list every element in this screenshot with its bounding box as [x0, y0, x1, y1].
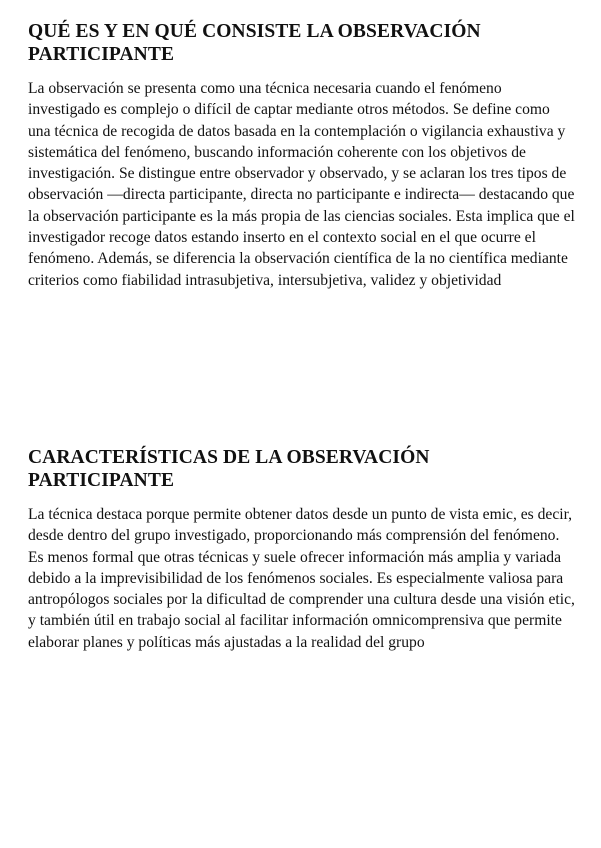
section-title: CARACTERÍSTICAS DE LA OBSERVACIÓN PARTICIPANTE	[28, 447, 430, 491]
section-characteristics	[28, 446, 576, 653]
section-paragraph: La observación se presenta como una técnica necesaria cuando el fenómeno investigado es complejo o difícil de captar mediante otros métodos. Se define como una técnica de recogida de datos basada en la contemplación o vigilancia exhaustiva y sistemática del fenómeno, buscando información coherente con los objetivos de investigación. Se distingue entre observador y observado, y se aclaran los tres tipos de observación —directa participante, directa no participante e indirecta— destacando que la observación participante es la más propia de las ciencias sociales. Esta implica que el investigador recoge datos estando inserto en el contexto social en el que ocurre el fenómeno. Además, se diferencia la observación científica de la no científica mediante criterios como fiabilidad intrasubjetiva, intersubjetiva, validez y objetividad	[28, 80, 575, 289]
section-paragraph: La técnica destaca porque permite obtener datos desde un punto de vista emic, es decir, desde dentro del grupo investigado, proporcionando más comprensión del fenómeno. Es menos formal que otras técnicas y suele ofrecer información más amplia y variada debido a la imprevisibilidad de los fenómenos sociales. Es especialmente valiosa para antropólogos sociales por la dificultad de comprender una cultura desde una visión etic, y también útil en trabajo social al facilitar información omnicomprensiva que permite elaborar planes y políticas más ajustadas a la realidad del grupo	[28, 506, 575, 651]
document-page	[28, 20, 576, 651]
section-title: QUÉ ES Y EN QUÉ CONSISTE LA OBSERVACIÓN PARTICIPANTE	[28, 21, 481, 65]
section-what-is	[28, 20, 576, 291]
